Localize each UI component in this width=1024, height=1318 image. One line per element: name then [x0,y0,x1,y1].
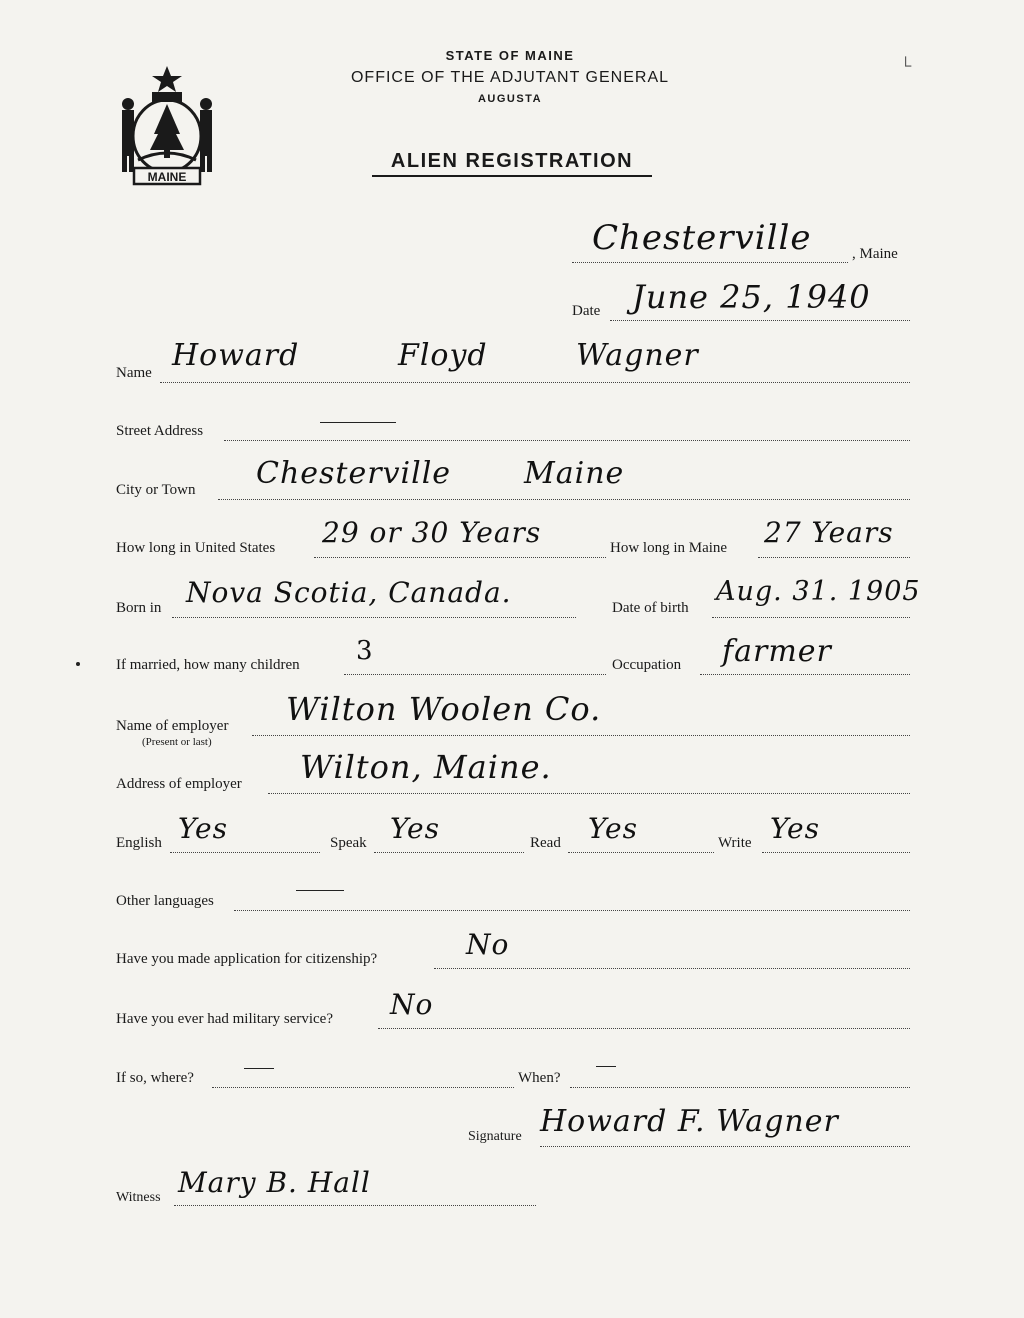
employer-name-label: Name of employer [116,718,229,734]
children-label: If married, how many children [116,657,300,673]
how-long-maine-value: 27 Years [764,516,894,549]
speak-value: Yes [390,812,440,845]
date-label: Date [572,303,601,319]
date-value: June 25, 1940 [632,278,871,316]
how-long-maine-line [758,557,910,558]
name-line [160,382,910,383]
citizenship-label: Have you made application for citizenship? [116,951,378,967]
where-dash [244,1068,274,1069]
other-languages-label: Other languages [116,893,214,909]
city-value: Chesterville [256,456,452,491]
maine-label: , Maine [852,246,898,262]
born-in-line [172,617,576,618]
read-line [568,852,714,853]
city-label: City or Town [116,482,196,498]
employer-address-label: Address of employer [116,776,242,792]
check-mark: └ [900,58,912,75]
write-line [762,852,910,853]
read-label: Read [530,835,561,851]
occupation-value: farmer [722,634,832,669]
name-middle-value: Floyd [398,338,488,373]
state-seal-icon [112,64,222,186]
town-value: Chesterville [592,218,812,258]
city-line [218,499,910,500]
write-value: Yes [770,812,820,845]
how-long-maine-label: How long in Maine [610,540,728,556]
english-label: English [116,835,162,851]
name-last-value: Wagner [576,338,699,373]
witness-label: Witness [116,1190,161,1205]
signature-label: Signature [468,1129,522,1144]
signature-line [540,1146,910,1147]
employer-address-value: Wilton, Maine. [300,748,552,786]
citizenship-value: No [466,928,510,961]
street-address-label: Street Address [116,423,204,439]
city-state-value: Maine [524,456,625,491]
when-dash [596,1066,616,1067]
header-state: STATE OF MAINE [445,48,575,63]
speak-line [374,852,524,853]
born-in-value: Nova Scotia, Canada. [186,576,512,609]
margin-mark [76,662,80,666]
form-title: ALIEN REGISTRATION [372,150,652,177]
children-line [344,674,606,675]
children-value: 3 [356,636,374,666]
how-long-us-line [314,557,606,558]
form-header [300,48,720,105]
occupation-label: Occupation [612,657,682,673]
military-line [378,1028,910,1029]
write-label: Write [718,835,752,851]
signature-value: Howard F. Wagner [540,1104,839,1139]
english-line [170,852,320,853]
where-label: If so, where? [116,1070,194,1086]
when-label: When? [518,1070,561,1086]
header-office: OFFICE OF THE ADJUTANT GENERAL [350,69,670,86]
town-line [572,262,848,263]
seal-banner: MAINE [147,170,187,184]
street-address-dash [320,422,396,423]
military-label: Have you ever had military service? [116,1011,333,1027]
occupation-line [700,674,910,675]
witness-value: Mary B. Hall [178,1166,371,1199]
citizenship-line [434,968,910,969]
date-of-birth-value: Aug. 31. 1905 [716,576,921,607]
employer-note: (Present or last) [142,736,212,748]
witness-line [174,1205,536,1206]
street-address-line [224,440,910,441]
military-value: No [390,988,434,1021]
header-city: AUGUSTA [477,93,543,105]
employer-address-line [268,793,910,794]
name-label: Name [116,365,152,381]
read-value: Yes [588,812,638,845]
speak-label: Speak [330,835,367,851]
date-line [610,320,910,321]
when-line [570,1087,910,1088]
employer-name-line [252,735,910,736]
name-first-value: Howard [172,338,300,373]
date-of-birth-label: Date of birth [612,600,689,616]
born-in-label: Born in [116,600,162,616]
other-languages-dash [296,890,344,891]
date-of-birth-line [712,617,910,618]
where-line [212,1087,514,1088]
how-long-us-value: 29 or 30 Years [322,516,542,549]
other-languages-line [234,910,910,911]
english-value: Yes [178,812,228,845]
employer-name-value: Wilton Woolen Co. [286,690,602,728]
how-long-us-label: How long in United States [116,540,276,556]
